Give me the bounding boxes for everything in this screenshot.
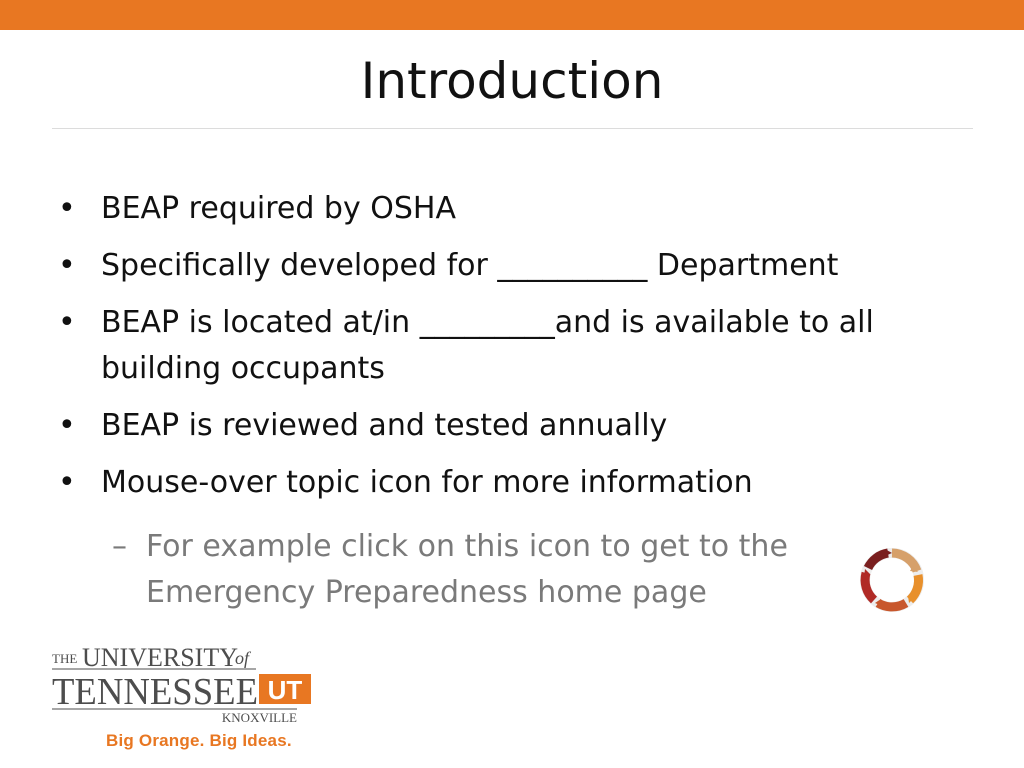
bullet-dot: • <box>58 305 76 340</box>
title-divider <box>52 128 973 129</box>
bullet-text: Mouse-over topic icon for more information <box>101 465 753 500</box>
bullet-text: BEAP is located at/in _________and is available to all building occupants <box>101 305 874 386</box>
bullet-item <box>58 403 988 449</box>
logo-of: of <box>235 648 250 668</box>
bullet-list <box>58 186 988 517</box>
emergency-preparedness-cycle-icon[interactable] <box>852 541 932 617</box>
bullet-item <box>58 300 988 392</box>
bullet-item <box>58 460 988 506</box>
logo-tagline: Big Orange. Big Ideas. <box>106 731 292 750</box>
slide-title: Introduction <box>360 52 664 110</box>
top-accent-bar <box>0 0 1024 30</box>
bullet-item <box>58 186 988 232</box>
bullet-dot: • <box>58 248 76 283</box>
sub-bullet-text: For example click on this icon to get to the Emergency Preparedness home page <box>146 529 788 610</box>
logo-knoxville: KNOXVILLE <box>221 710 297 725</box>
bullet-dot: • <box>58 465 76 500</box>
bullet-text: Specifically developed for __________ Department <box>101 248 839 283</box>
logo-the: THE <box>52 651 78 666</box>
bullet-dot: • <box>58 408 76 443</box>
sub-bullet <box>112 524 886 616</box>
sub-bullet-dash: – <box>112 529 127 564</box>
bullet-text: BEAP required by OSHA <box>101 191 456 226</box>
bullet-text: BEAP is reviewed and tested annually <box>101 408 668 443</box>
bullet-dot: • <box>58 191 76 226</box>
logo-tennessee: TENNESSEE <box>52 671 258 713</box>
logo-ut: UT <box>267 675 303 705</box>
logo-university: UNIVERSITY <box>82 643 238 672</box>
bullet-item <box>58 243 988 289</box>
